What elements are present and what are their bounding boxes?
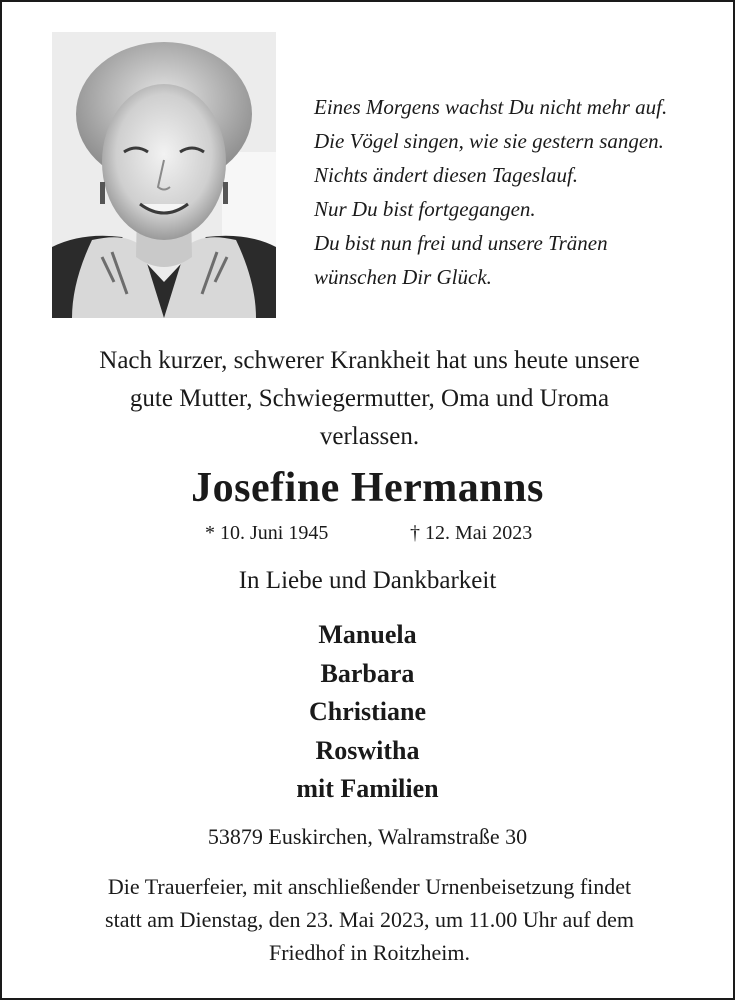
poem-line: Nur Du bist fortgegangen. <box>314 197 536 221</box>
portrait-photo <box>52 32 276 318</box>
poem-line: wünschen Dir Glück. <box>314 265 492 289</box>
family-member: Christiane <box>309 697 426 726</box>
family-member: Barbara <box>320 658 415 688</box>
funeral-info <box>22 870 717 969</box>
funeral-line: Friedhof in Roitzheim. <box>268 940 471 965</box>
poem-line: Nichts ändert diesen Tageslauf. <box>314 163 579 187</box>
deceased-name: Josefine Hermanns <box>191 465 544 511</box>
family-member: Manuela <box>318 620 417 649</box>
funeral-line: statt am Dienstag, den 23. Mai 2023, um 11.00 Uhr auf dem <box>105 907 634 932</box>
birth-date: * 10. Juni 1945 <box>205 522 329 544</box>
family-list <box>2 616 733 809</box>
funeral-line: Die Trauerfeier, mit anschließender Urnenbeisetzung findet <box>107 874 632 899</box>
announcement-text <box>22 342 717 456</box>
dedication-line: In Liebe und Dankbarkeit <box>238 567 497 594</box>
announcement-line: gute Mutter, Schwiegermutter, Oma und Uroma <box>129 385 610 412</box>
poem <box>314 90 714 294</box>
poem-line: Eines Morgens wachst Du nicht mehr auf. <box>314 95 668 119</box>
family-member: mit Familien <box>296 774 439 803</box>
poem-line: Die Vögel singen, wie sie gestern sangen. <box>314 129 664 153</box>
poem-line: Du bist nun frei und unsere Tränen <box>314 231 608 255</box>
announcement-line: Nach kurzer, schwerer Krankheit hat uns heute unsere <box>99 347 640 374</box>
family-member: Roswitha <box>315 735 420 765</box>
announcement-line: verlassen. <box>319 423 420 450</box>
death-date: † 12. Mai 2023 <box>410 522 533 544</box>
mourning-address: 53879 Euskirchen, Walramstraße 30 <box>207 824 528 849</box>
